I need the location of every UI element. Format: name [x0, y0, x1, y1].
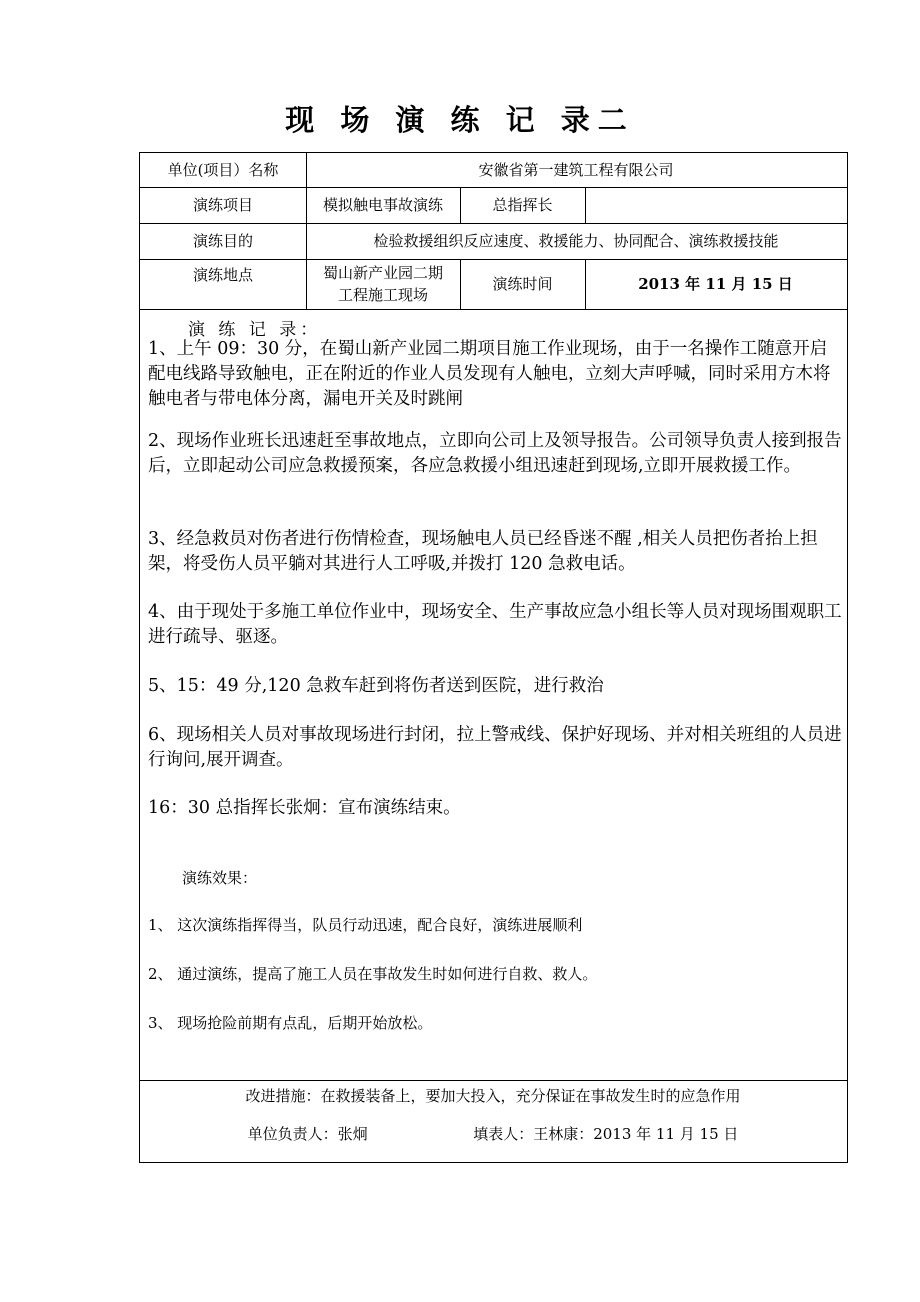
effect-item: 1、 这次演练指挥得当，队员行动迅速，配合良好，演练进展顺利: [148, 916, 583, 934]
project-value: 模拟触电事故演练: [322, 196, 443, 214]
row-divider: [140, 309, 847, 310]
record-item: 16：30 总指挥长张炯：宣布演练结束。: [148, 798, 461, 818]
effect-item: 2、 通过演练，提高了施工人员在事故发生时如何进行自救、救人。: [148, 965, 598, 983]
purpose-label: 演练目的: [192, 232, 253, 250]
row-divider: [140, 1080, 847, 1081]
location-label: 演练地点: [192, 266, 253, 284]
time-value: 2013 年 11 月 15 日: [638, 275, 793, 293]
commander-label: 总指挥长: [492, 196, 553, 214]
record-item: 4、由于现处于多施工单位作业中，现场安全、生产事故应急小组长等人员对现场围观职工进行疏导、驱逐。: [148, 602, 842, 647]
record-item: 6、现场相关人员对事故现场进行封闭，拉上警戒线、保护好现场、并对相关班组的人员进行询问,展开调查。: [148, 725, 842, 770]
record-item: 1、上午 09：30 分，在蜀山新产业园二期项目施工作业现场，由于一名操作工随意开启配电线路导致触电，正在附近的作业人员发现有人触电，立刻大声呼喊，同时采用方木将触电者与带电体分离，漏电开关及时跳闸: [148, 339, 831, 409]
record-item: 3、经急救员对伤者进行伤情检查，现场触电人员已经昏迷不醒 ,相关人员把伤者抬上担架，将受伤人员平躺对其进行人工呼吸,并拨打 120 急救电话。: [148, 529, 818, 574]
time-label: 演练时间: [492, 275, 553, 293]
record-item: 2、现场作业班长迅速赶至事故地点，立即向公司上及领导报告。公司领导负责人接到报告后，立即起动公司应急救援预案，各应急救援小组迅速赶到现场,立即开展救援工作。: [148, 431, 842, 476]
record-heading: 演 练 记 录：: [188, 320, 322, 340]
effect-item: 3、 现场抢险前期有点乱，后期开始放松。: [148, 1014, 433, 1032]
commander-value: [585, 187, 846, 223]
form-filler: 填表人：王林康：2013 年 11 月 15 日: [473, 1125, 739, 1143]
location-value-line2: 工程施工现场: [337, 286, 428, 304]
location-value-line1: 蜀山新产业园二期: [322, 264, 443, 282]
unit-responsible: 单位负责人：张炯: [247, 1125, 368, 1143]
page-title: 现 场 演 练 记 录二: [285, 103, 635, 137]
drill-record-table: [139, 152, 848, 1163]
purpose-value: 检验救援组织反应速度、救援能力、协同配合、演练救援技能: [373, 232, 779, 250]
unit-value: 安徽省第一建筑工程有限公司: [478, 161, 674, 179]
unit-label: 单位(项目）名称: [167, 161, 279, 179]
effect-heading: 演练效果：: [182, 869, 258, 887]
improvement-measures: 改进措施：在救援装备上，要加大投入，充分保证在事故发生时的应急作用: [245, 1087, 741, 1105]
signature-line: [140, 1123, 846, 1144]
project-label: 演练项目: [192, 196, 253, 214]
record-item: 5、15：49 分,120 急救车赶到将伤者送到医院，进行救治: [148, 676, 604, 696]
location-value: [306, 259, 460, 309]
